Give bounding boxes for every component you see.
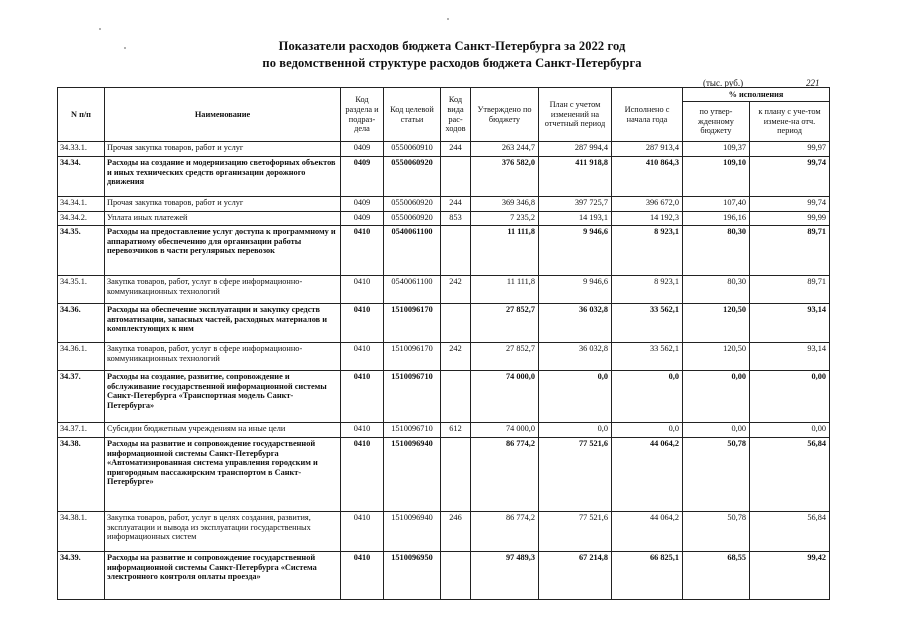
row-approved: 376 582,0 xyxy=(471,157,539,197)
row-name: Уплата иных платежей xyxy=(105,212,341,226)
row-pct-approved: 107,40 xyxy=(683,197,750,212)
row-plan: 411 918,8 xyxy=(539,157,612,197)
row-type-code: 244 xyxy=(441,197,471,212)
row-type-code: 244 xyxy=(441,142,471,157)
header-percent: % исполнения xyxy=(683,88,830,102)
row-plan: 9 946,6 xyxy=(539,226,612,276)
scan-speck xyxy=(99,28,101,30)
row-name: Расходы на предоставление услуг доступа к программному и аппаратному обеспечению для организации работы перевозчиков в части регулярных перевозок xyxy=(105,226,341,276)
row-number: 34.35.1. xyxy=(58,276,105,304)
header-executed: Исполнено с начала года xyxy=(612,88,683,142)
row-name: Расходы на развитие и сопровождение государственной информационной системы Санкт-Петербурга «Автоматизированная система управления городским и пригородным пассажирским транспортом в Санкт-Петербурге» xyxy=(105,438,341,512)
row-pct-approved: 50,78 xyxy=(683,512,750,552)
row-approved: 86 774,2 xyxy=(471,438,539,512)
row-name: Расходы на обеспечение эксплуатации и закупку средств автоматизации, запасных частей, расходных материалов и комплектующих к ним xyxy=(105,304,341,343)
table-row xyxy=(58,157,830,197)
row-section-code: 0409 xyxy=(341,142,384,157)
row-type-code: 242 xyxy=(441,343,471,371)
row-name: Прочая закупка товаров, работ и услуг xyxy=(105,197,341,212)
row-executed: 44 064,2 xyxy=(612,512,683,552)
row-executed: 33 562,1 xyxy=(612,304,683,343)
row-pct-approved: 0,00 xyxy=(683,371,750,423)
row-executed: 0,0 xyxy=(612,371,683,423)
row-pct-approved: 0,00 xyxy=(683,423,750,438)
row-executed: 410 864,3 xyxy=(612,157,683,197)
row-pct-plan: 99,99 xyxy=(750,212,830,226)
header-plan: План с учетом изменений на отчетный период xyxy=(539,88,612,142)
row-executed: 33 562,1 xyxy=(612,343,683,371)
row-executed: 8 923,1 xyxy=(612,226,683,276)
report-title-line-2: по ведомственной структуре расходов бюджета Санкт-Петербурга xyxy=(262,56,642,70)
row-plan: 287 994,4 xyxy=(539,142,612,157)
row-approved: 27 852,7 xyxy=(471,343,539,371)
row-article-code: 0550060920 xyxy=(384,157,441,197)
row-plan: 9 946,6 xyxy=(539,276,612,304)
row-article-code: 0550060920 xyxy=(384,212,441,226)
row-name: Расходы на создание, развитие, сопровождение и обслуживание государственной информационной системы Санкт-Петербурга «Транспортная модель Санкт-Петербурга» xyxy=(105,371,341,423)
page-number: 221 xyxy=(806,78,820,88)
row-pct-approved: 196,16 xyxy=(683,212,750,226)
row-section-code: 0410 xyxy=(341,371,384,423)
header-name: Наименование xyxy=(105,88,341,142)
row-pct-plan: 93,14 xyxy=(750,343,830,371)
table-row xyxy=(58,423,830,438)
row-article-code: 1510096710 xyxy=(384,371,441,423)
row-section-code: 0410 xyxy=(341,226,384,276)
row-executed: 287 913,4 xyxy=(612,142,683,157)
row-section-code: 0409 xyxy=(341,157,384,197)
row-article-code: 0540061100 xyxy=(384,276,441,304)
row-section-code: 0410 xyxy=(341,343,384,371)
row-number: 34.38.1. xyxy=(58,512,105,552)
row-article-code: 0540061100 xyxy=(384,226,441,276)
row-type-code xyxy=(441,157,471,197)
row-executed: 14 192,3 xyxy=(612,212,683,226)
row-plan: 0,0 xyxy=(539,371,612,423)
row-name: Расходы на создание и модернизацию светофорных объектов и иных технических средств организации дорожного движения xyxy=(105,157,341,197)
table-row xyxy=(58,226,830,276)
row-number: 34.34.2. xyxy=(58,212,105,226)
row-section-code: 0410 xyxy=(341,304,384,343)
row-number: 34.33.1. xyxy=(58,142,105,157)
table-row xyxy=(58,304,830,343)
row-number: 34.35. xyxy=(58,226,105,276)
row-executed: 66 825,1 xyxy=(612,552,683,600)
row-pct-approved: 68,55 xyxy=(683,552,750,600)
header-approved: Утверждено по бюджету xyxy=(471,88,539,142)
row-plan: 397 725,7 xyxy=(539,197,612,212)
row-type-code: 853 xyxy=(441,212,471,226)
row-article-code: 1510096940 xyxy=(384,438,441,512)
row-type-code: 612 xyxy=(441,423,471,438)
row-approved: 11 111,8 xyxy=(471,226,539,276)
row-number: 34.37. xyxy=(58,371,105,423)
row-plan: 36 032,8 xyxy=(539,304,612,343)
table-row xyxy=(58,276,830,304)
row-pct-plan: 0,00 xyxy=(750,371,830,423)
row-approved: 263 244,7 xyxy=(471,142,539,157)
table-row xyxy=(58,438,830,512)
row-section-code: 0410 xyxy=(341,552,384,600)
header-pct-plan: к плану с уче-том измене-на отч. период xyxy=(750,102,830,142)
row-executed: 44 064,2 xyxy=(612,438,683,512)
row-plan: 77 521,6 xyxy=(539,512,612,552)
row-pct-plan: 93,14 xyxy=(750,304,830,343)
row-name: Расходы на развитие и сопровождение государственной информационной системы Санкт-Петербурга «Система электронного контроля оплаты проезда» xyxy=(105,552,341,600)
row-plan: 77 521,6 xyxy=(539,438,612,512)
scan-speck xyxy=(447,18,449,20)
table-row xyxy=(58,343,830,371)
row-pct-approved: 109,37 xyxy=(683,142,750,157)
row-plan: 36 032,8 xyxy=(539,343,612,371)
header-pct-approved: по утвер-жденному бюджету xyxy=(683,102,750,142)
row-number: 34.37.1. xyxy=(58,423,105,438)
row-section-code: 0409 xyxy=(341,212,384,226)
row-pct-plan: 99,42 xyxy=(750,552,830,600)
row-pct-plan: 89,71 xyxy=(750,226,830,276)
table-row xyxy=(58,212,830,226)
row-approved: 369 346,8 xyxy=(471,197,539,212)
row-type-code: 242 xyxy=(441,276,471,304)
row-pct-approved: 80,30 xyxy=(683,226,750,276)
row-pct-plan: 99,74 xyxy=(750,157,830,197)
row-name: Субсидии бюджетным учреждениям на иные цели xyxy=(105,423,341,438)
row-section-code: 0410 xyxy=(341,512,384,552)
table-row xyxy=(58,142,830,157)
row-plan: 14 193,1 xyxy=(539,212,612,226)
row-type-code xyxy=(441,226,471,276)
row-article-code: 1510096170 xyxy=(384,304,441,343)
header-type-code: Код вида рас-ходов xyxy=(441,88,471,142)
units-label: (тыс. руб.) xyxy=(703,78,744,88)
table-row xyxy=(58,371,830,423)
row-number: 34.39. xyxy=(58,552,105,600)
row-article-code: 1510096950 xyxy=(384,552,441,600)
row-name: Закупка товаров, работ, услуг в целях создания, развития, эксплуатации и вывода из эксплуатации государственных информационных систем xyxy=(105,512,341,552)
row-pct-plan: 56,84 xyxy=(750,512,830,552)
row-pct-approved: 80,30 xyxy=(683,276,750,304)
row-section-code: 0410 xyxy=(341,423,384,438)
row-executed: 0,0 xyxy=(612,423,683,438)
row-approved: 97 489,3 xyxy=(471,552,539,600)
row-number: 34.34.1. xyxy=(58,197,105,212)
row-pct-approved: 120,50 xyxy=(683,304,750,343)
header-article-code: Код целевой статьи xyxy=(384,88,441,142)
row-section-code: 0409 xyxy=(341,197,384,212)
row-pct-approved: 120,50 xyxy=(683,343,750,371)
row-section-code: 0410 xyxy=(341,276,384,304)
row-name: Прочая закупка товаров, работ и услуг xyxy=(105,142,341,157)
header-num: N п/п xyxy=(58,88,105,142)
row-pct-plan: 99,74 xyxy=(750,197,830,212)
row-article-code: 1510096940 xyxy=(384,512,441,552)
row-article-code: 1510096170 xyxy=(384,343,441,371)
row-pct-approved: 50,78 xyxy=(683,438,750,512)
row-article-code: 0550060910 xyxy=(384,142,441,157)
header-section-code: Код раздела и подраз-дела xyxy=(341,88,384,142)
row-pct-plan: 56,84 xyxy=(750,438,830,512)
row-type-code: 246 xyxy=(441,512,471,552)
budget-table xyxy=(57,87,830,600)
row-executed: 8 923,1 xyxy=(612,276,683,304)
row-approved: 11 111,8 xyxy=(471,276,539,304)
row-pct-plan: 99,97 xyxy=(750,142,830,157)
row-article-code: 0550060920 xyxy=(384,197,441,212)
row-number: 34.38. xyxy=(58,438,105,512)
row-approved: 74 000,0 xyxy=(471,371,539,423)
row-approved: 86 774,2 xyxy=(471,512,539,552)
table-row xyxy=(58,512,830,552)
row-section-code: 0410 xyxy=(341,438,384,512)
row-type-code xyxy=(441,304,471,343)
row-approved: 7 235,2 xyxy=(471,212,539,226)
row-pct-approved: 109,10 xyxy=(683,157,750,197)
row-name: Закупка товаров, работ, услуг в сфере информационно-коммуникационных технологий xyxy=(105,276,341,304)
row-pct-plan: 89,71 xyxy=(750,276,830,304)
row-number: 34.36.1. xyxy=(58,343,105,371)
row-pct-plan: 0,00 xyxy=(750,423,830,438)
row-number: 34.34. xyxy=(58,157,105,197)
row-plan: 67 214,8 xyxy=(539,552,612,600)
row-number: 34.36. xyxy=(58,304,105,343)
table-row xyxy=(58,197,830,212)
row-executed: 396 672,0 xyxy=(612,197,683,212)
row-type-code xyxy=(441,371,471,423)
row-type-code xyxy=(441,552,471,600)
row-approved: 74 000,0 xyxy=(471,423,539,438)
row-name: Закупка товаров, работ, услуг в сфере информационно-коммуникационных технологий xyxy=(105,343,341,371)
row-type-code xyxy=(441,438,471,512)
table-row xyxy=(58,552,830,600)
row-approved: 27 852,7 xyxy=(471,304,539,343)
report-title-line-1: Показатели расходов бюджета Санкт-Петербурга за 2022 год xyxy=(278,39,626,53)
scan-speck xyxy=(124,47,126,49)
row-article-code: 1510096710 xyxy=(384,423,441,438)
row-plan: 0,0 xyxy=(539,423,612,438)
